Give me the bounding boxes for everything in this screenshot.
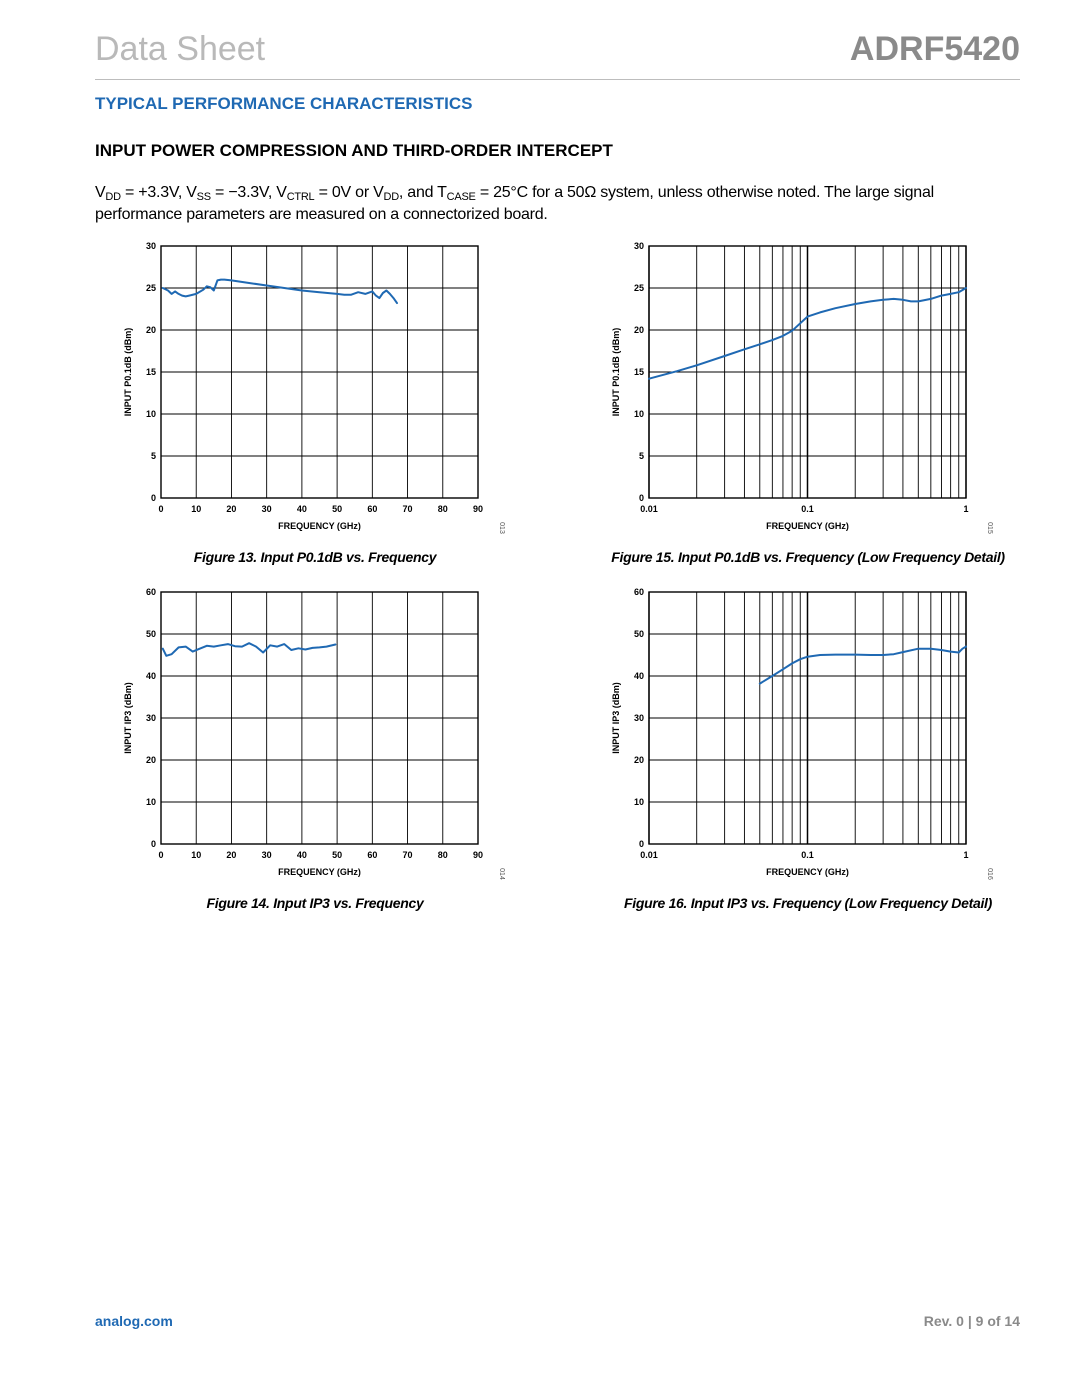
y-axis-label: INPUT P0.1dB (dBm) <box>123 327 133 417</box>
series-line <box>760 647 966 684</box>
x-tick-label: 0.1 <box>801 504 814 514</box>
chart-svg <box>588 578 993 888</box>
series-line <box>163 280 397 304</box>
y-tick-label: 60 <box>633 587 644 597</box>
chart-svg <box>100 232 505 542</box>
figure-tag: 015 <box>986 522 993 534</box>
chart-svg <box>588 232 993 542</box>
x-tick-label: 10 <box>191 850 202 860</box>
x-axis-label: FREQUENCY (GHz) <box>278 867 361 877</box>
x-tick-label: 0 <box>158 850 164 860</box>
x-tick-label: 40 <box>296 850 307 860</box>
y-tick-label: 25 <box>633 283 644 293</box>
x-axis-label: FREQUENCY (GHz) <box>766 521 849 531</box>
figure-13-caption: Figure 13. Input P0.1dB vs. Frequency <box>193 549 437 565</box>
doc-type: Data Sheet <box>95 30 266 68</box>
x-tick-label: 50 <box>332 504 343 514</box>
x-tick-label: 90 <box>472 504 484 514</box>
y-tick-label: 30 <box>633 713 644 723</box>
x-tick-label: 40 <box>296 504 307 514</box>
y-tick-label: 15 <box>633 367 644 377</box>
y-axis-label: INPUT P0.1dB (dBm) <box>611 327 621 417</box>
y-tick-label: 10 <box>633 797 644 807</box>
y-tick-label: 50 <box>633 629 644 639</box>
chart-input-p01db-low-frequency <box>588 232 993 542</box>
y-tick-label: 0 <box>150 493 156 503</box>
chart-svg <box>100 578 505 888</box>
x-tick-label: 70 <box>402 850 413 860</box>
chart-input-ip3-low-frequency <box>588 578 993 888</box>
y-tick-label: 15 <box>145 367 156 377</box>
y-tick-label: 10 <box>145 409 156 419</box>
x-tick-label: 30 <box>261 504 272 514</box>
x-tick-label: 0 <box>158 504 164 514</box>
footer-website-link[interactable]: analog.com <box>95 1313 173 1329</box>
x-tick-label: 70 <box>402 504 413 514</box>
section-title: TYPICAL PERFORMANCE CHARACTERISTICS <box>95 94 473 113</box>
x-tick-label: 90 <box>472 850 484 860</box>
y-tick-label: 10 <box>633 409 644 419</box>
y-tick-label: 20 <box>633 755 644 765</box>
figure-16-caption: Figure 16. Input IP3 vs. Frequency (Low Frequency Detail) <box>624 895 992 911</box>
y-tick-label: 25 <box>145 283 156 293</box>
y-tick-label: 50 <box>145 629 156 639</box>
y-tick-label: 30 <box>145 713 156 723</box>
intro-paragraph: $V_{DD} = +3.3V$, $V_{SS} = -3.3V$, $V_{CTRL} = 0V$ or $V_{DD}$, and $T_{CASE} = 25^\circ C$ for a 50Ω system, unless otherwise noted. The large signal performance parameters are measured on a connectorized board. <box>95 184 934 223</box>
x-tick-label: 80 <box>437 504 448 514</box>
chart-input-p01db-vs-frequency <box>100 232 505 542</box>
part-number: ADRF5420 <box>849 30 1020 68</box>
x-tick-label: 0.1 <box>801 850 814 860</box>
x-tick-label: 20 <box>226 504 237 514</box>
y-tick-label: 30 <box>145 241 156 251</box>
header-divider <box>95 79 1020 80</box>
figure-15-caption: Figure 15. Input P0.1dB vs. Frequency (Low Frequency Detail) <box>611 549 1005 565</box>
y-axis-label: INPUT IP3 (dBm) <box>123 682 133 754</box>
x-tick-label: 50 <box>332 850 343 860</box>
x-axis-label: FREQUENCY (GHz) <box>766 867 849 877</box>
figure-tag: 014 <box>498 868 505 880</box>
y-tick-label: 20 <box>145 325 156 335</box>
x-tick-label: 30 <box>261 850 272 860</box>
x-tick-label: 0.01 <box>640 504 658 514</box>
x-tick-label: 80 <box>437 850 448 860</box>
x-axis-label: FREQUENCY (GHz) <box>278 521 361 531</box>
y-tick-label: 0 <box>150 839 156 849</box>
x-tick-label: 1 <box>963 850 969 860</box>
chart-input-ip3-vs-frequency <box>100 578 505 888</box>
x-tick-label: 10 <box>191 504 202 514</box>
y-tick-label: 30 <box>633 241 644 251</box>
figure-tag: 013 <box>498 522 505 534</box>
y-tick-label: 20 <box>633 325 644 335</box>
subsection-title: INPUT POWER COMPRESSION AND THIRD-ORDER INTERCEPT <box>95 141 613 160</box>
y-tick-label: 0 <box>638 493 644 503</box>
y-tick-label: 0 <box>638 839 644 849</box>
y-tick-label: 60 <box>145 587 156 597</box>
y-tick-label: 40 <box>633 671 644 681</box>
y-axis-label: INPUT IP3 (dBm) <box>611 682 621 754</box>
series-line <box>163 643 336 656</box>
y-tick-label: 5 <box>150 451 156 461</box>
y-tick-label: 5 <box>638 451 644 461</box>
x-tick-label: 60 <box>367 850 378 860</box>
x-tick-label: 20 <box>226 850 237 860</box>
x-tick-label: 0.01 <box>640 850 658 860</box>
y-tick-label: 20 <box>145 755 156 765</box>
y-tick-label: 40 <box>145 671 156 681</box>
figure-tag: 016 <box>986 868 993 880</box>
y-tick-label: 10 <box>145 797 156 807</box>
footer-revision-page: Rev. 0 | 9 of 14 <box>923 1313 1020 1329</box>
x-tick-label: 1 <box>963 504 969 514</box>
figure-14-caption: Figure 14. Input IP3 vs. Frequency <box>206 895 424 911</box>
x-tick-label: 60 <box>367 504 378 514</box>
